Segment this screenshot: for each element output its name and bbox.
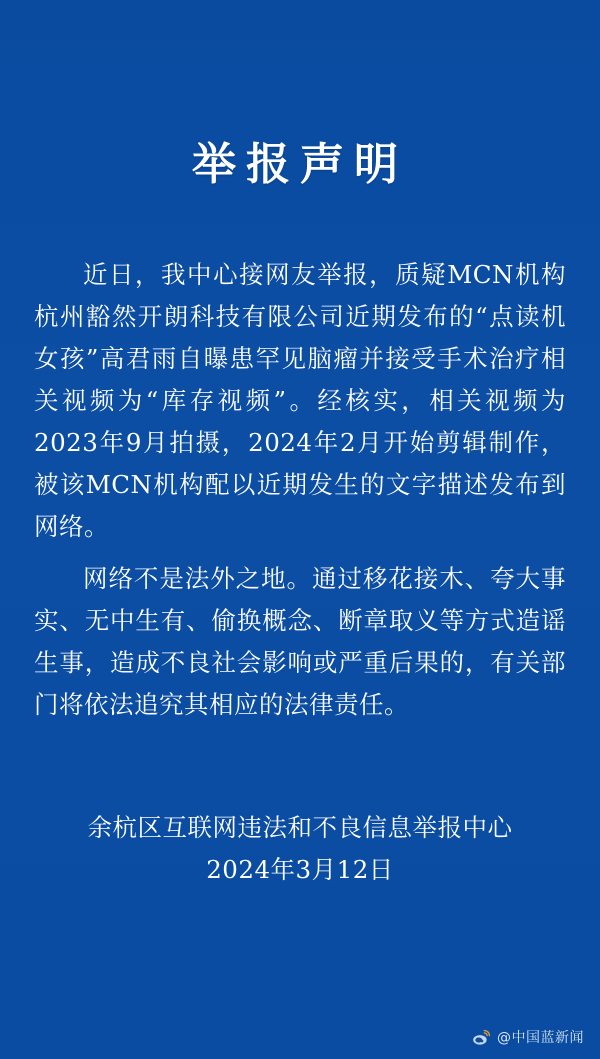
- watermark-label: @中国蓝新闻: [497, 1030, 584, 1046]
- statement-paragraph-1: 近日，我中心接网友举报，质疑MCN机构杭州豁然开朗科技有限公司近期发布的“点读机女孩”高君雨自曝患罕见脑瘤并接受手术治疗相关视频为“库存视频”。经核实，相关视频为2023年9月拍摄，2024年2月开始剪辑制作，被该MCN机构配以近期发生的文字描述发布到网络。: [34, 260, 566, 541]
- weibo-icon: [472, 1028, 491, 1047]
- page-title: 举报声明: [192, 139, 408, 190]
- signature-block: [0, 808, 600, 892]
- statement-body: [0, 254, 600, 726]
- statement-paragraph-2: 网络不是法外之地。通过移花接木、夸大事实、无中生有、偷换概念、断章取义等方式造谣生事，造成不良社会影响或严重后果的，有关部门将依法追究其相应的法律责任。: [34, 564, 566, 719]
- watermark: [472, 1027, 584, 1047]
- signature-organization: 余杭区互联网违法和不良信息举报中心: [87, 813, 513, 842]
- signature-date: 2024年3月12日: [206, 855, 394, 884]
